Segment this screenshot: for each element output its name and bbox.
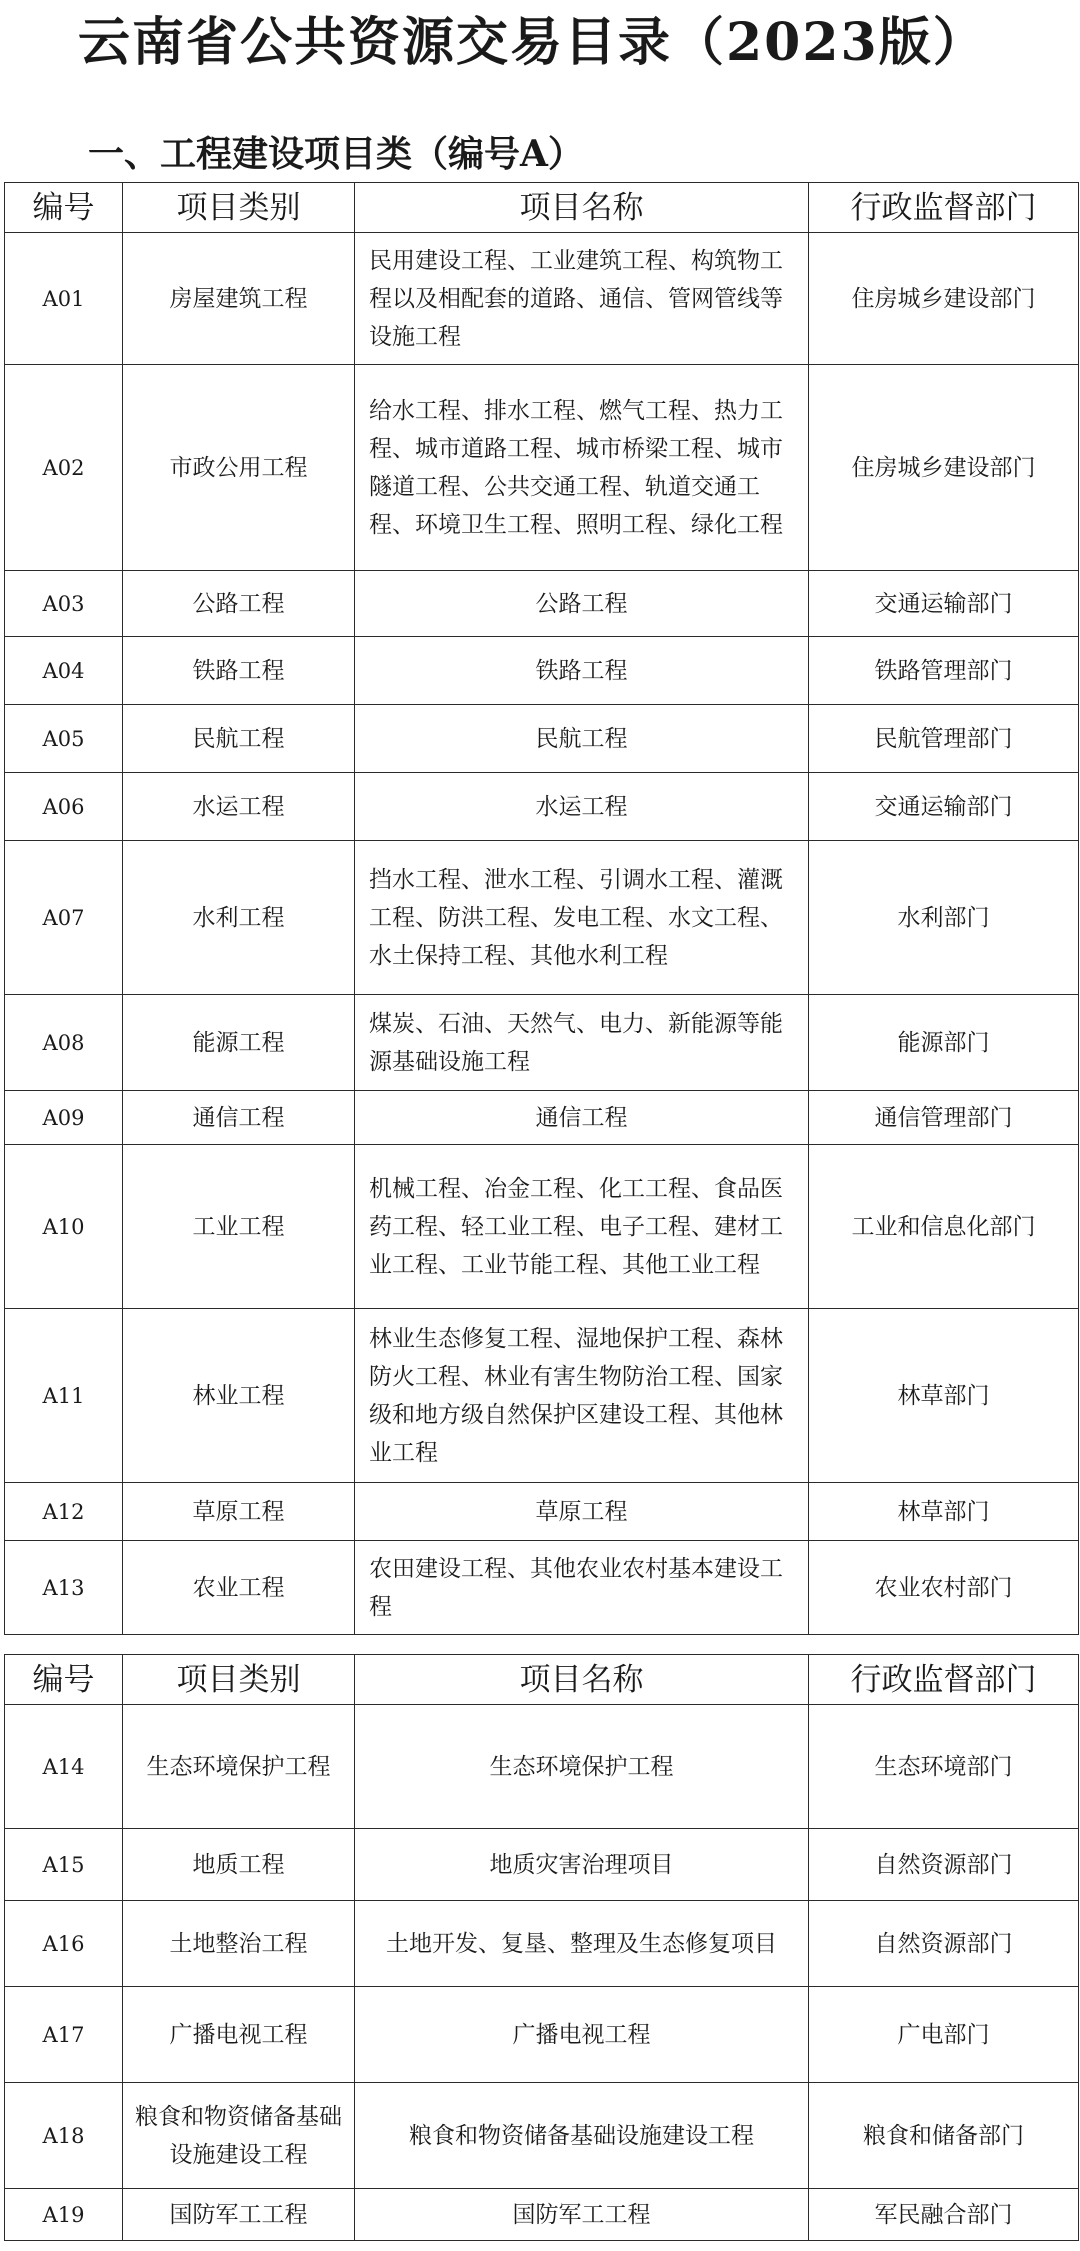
cell-code: A18 bbox=[5, 2083, 123, 2189]
table-row bbox=[5, 773, 1079, 841]
cell-code: A04 bbox=[5, 637, 123, 705]
cell-code: A07 bbox=[5, 841, 123, 995]
table-row bbox=[5, 2189, 1079, 2241]
cell-category: 地质工程 bbox=[123, 1829, 355, 1901]
cell-department: 自然资源部门 bbox=[809, 1829, 1079, 1901]
cell-project-name: 民用建设工程、工业建筑工程、构筑物工程以及相配套的道路、通信、管网管线等设施工程 bbox=[355, 233, 809, 365]
cell-category: 房屋建筑工程 bbox=[123, 233, 355, 365]
cell-code: A03 bbox=[5, 571, 123, 637]
column-header-category: 项目类别 bbox=[123, 183, 355, 233]
cell-category: 公路工程 bbox=[123, 571, 355, 637]
cell-department: 通信管理部门 bbox=[809, 1091, 1079, 1145]
cell-department: 自然资源部门 bbox=[809, 1901, 1079, 1987]
cell-category: 国防军工工程 bbox=[123, 2189, 355, 2241]
table-row bbox=[5, 1705, 1079, 1829]
cell-project-name: 铁路工程 bbox=[355, 637, 809, 705]
cell-department: 粮食和储备部门 bbox=[809, 2083, 1079, 2189]
cell-department: 生态环境部门 bbox=[809, 1705, 1079, 1829]
cell-category: 水利工程 bbox=[123, 841, 355, 995]
cell-project-name: 生态环境保护工程 bbox=[355, 1705, 809, 1829]
table-row bbox=[5, 1987, 1079, 2083]
cell-department: 林草部门 bbox=[809, 1309, 1079, 1483]
column-header-code: 编号 bbox=[5, 183, 123, 233]
cell-category: 农业工程 bbox=[123, 1541, 355, 1635]
column-header-name: 项目名称 bbox=[355, 183, 809, 233]
cell-code: A19 bbox=[5, 2189, 123, 2241]
cell-department: 水利部门 bbox=[809, 841, 1079, 995]
table-row bbox=[5, 1145, 1079, 1309]
section-heading: 一、工程建设项目类（编号A） bbox=[88, 133, 584, 175]
table-row bbox=[5, 233, 1079, 365]
cell-project-name: 公路工程 bbox=[355, 571, 809, 637]
cell-project-name: 水运工程 bbox=[355, 773, 809, 841]
cell-code: A01 bbox=[5, 233, 123, 365]
column-header-code: 编号 bbox=[5, 1655, 123, 1705]
table-row bbox=[5, 637, 1079, 705]
cell-code: A13 bbox=[5, 1541, 123, 1635]
column-header-department: 行政监督部门 bbox=[809, 1655, 1079, 1705]
table-row bbox=[5, 841, 1079, 995]
table-row bbox=[5, 1091, 1079, 1145]
cell-code: A17 bbox=[5, 1987, 123, 2083]
cell-department: 林草部门 bbox=[809, 1483, 1079, 1541]
cell-project-name: 农田建设工程、其他农业农村基本建设工程 bbox=[355, 1541, 809, 1635]
cell-category: 工业工程 bbox=[123, 1145, 355, 1309]
cell-project-name: 民航工程 bbox=[355, 705, 809, 773]
cell-code: A02 bbox=[5, 365, 123, 571]
cell-code: A14 bbox=[5, 1705, 123, 1829]
cell-code: A16 bbox=[5, 1901, 123, 1987]
cell-project-name: 煤炭、石油、天然气、电力、新能源等能源基础设施工程 bbox=[355, 995, 809, 1091]
table-row bbox=[5, 705, 1079, 773]
cell-code: A12 bbox=[5, 1483, 123, 1541]
cell-code: A06 bbox=[5, 773, 123, 841]
cell-project-name: 林业生态修复工程、湿地保护工程、森林防火工程、林业有害生物防治工程、国家级和地方级自然保护区建设工程、其他林业工程 bbox=[355, 1309, 809, 1483]
cell-code: A15 bbox=[5, 1829, 123, 1901]
cell-project-name: 草原工程 bbox=[355, 1483, 809, 1541]
cell-department: 工业和信息化部门 bbox=[809, 1145, 1079, 1309]
cell-code: A08 bbox=[5, 995, 123, 1091]
cell-department: 交通运输部门 bbox=[809, 773, 1079, 841]
table-row bbox=[5, 1901, 1079, 1987]
cell-category: 民航工程 bbox=[123, 705, 355, 773]
table-row bbox=[5, 1829, 1079, 1901]
cell-category: 粮食和物资储备基础设施建设工程 bbox=[123, 2083, 355, 2189]
table-row bbox=[5, 571, 1079, 637]
cell-project-name: 粮食和物资储备基础设施建设工程 bbox=[355, 2083, 809, 2189]
cell-department: 农业农村部门 bbox=[809, 1541, 1079, 1635]
cell-department: 广电部门 bbox=[809, 1987, 1079, 2083]
cell-project-name: 广播电视工程 bbox=[355, 1987, 809, 2083]
table-row bbox=[5, 1309, 1079, 1483]
table-header-row bbox=[5, 183, 1079, 233]
cell-category: 铁路工程 bbox=[123, 637, 355, 705]
cell-department: 民航管理部门 bbox=[809, 705, 1079, 773]
cell-category: 生态环境保护工程 bbox=[123, 1705, 355, 1829]
document-title: 云南省公共资源交易目录（2023版） bbox=[78, 12, 987, 73]
cell-department: 交通运输部门 bbox=[809, 571, 1079, 637]
table-header-row bbox=[5, 1655, 1079, 1705]
cell-code: A09 bbox=[5, 1091, 123, 1145]
cell-department: 能源部门 bbox=[809, 995, 1079, 1091]
cell-code: A10 bbox=[5, 1145, 123, 1309]
cell-code: A05 bbox=[5, 705, 123, 773]
column-header-name: 项目名称 bbox=[355, 1655, 809, 1705]
table-row bbox=[5, 1483, 1079, 1541]
cell-department: 军民融合部门 bbox=[809, 2189, 1079, 2241]
cell-category: 能源工程 bbox=[123, 995, 355, 1091]
cell-project-name: 地质灾害治理项目 bbox=[355, 1829, 809, 1901]
table-row bbox=[5, 1541, 1079, 1635]
cell-category: 草原工程 bbox=[123, 1483, 355, 1541]
cell-category: 林业工程 bbox=[123, 1309, 355, 1483]
cell-project-name: 挡水工程、泄水工程、引调水工程、灌溉工程、防洪工程、发电工程、水文工程、水土保持工程、其他水利工程 bbox=[355, 841, 809, 995]
table-row bbox=[5, 365, 1079, 571]
catalog-table-part-2 bbox=[4, 1654, 1079, 2241]
cell-project-name: 机械工程、冶金工程、化工工程、食品医药工程、轻工业工程、电子工程、建材工业工程、工业节能工程、其他工业工程 bbox=[355, 1145, 809, 1309]
cell-project-name: 给水工程、排水工程、燃气工程、热力工程、城市道路工程、城市桥梁工程、城市隧道工程、公共交通工程、轨道交通工程、环境卫生工程、照明工程、绿化工程 bbox=[355, 365, 809, 571]
cell-category: 市政公用工程 bbox=[123, 365, 355, 571]
cell-category: 通信工程 bbox=[123, 1091, 355, 1145]
column-header-category: 项目类别 bbox=[123, 1655, 355, 1705]
cell-category: 水运工程 bbox=[123, 773, 355, 841]
column-header-department: 行政监督部门 bbox=[809, 183, 1079, 233]
cell-department: 铁路管理部门 bbox=[809, 637, 1079, 705]
cell-code: A11 bbox=[5, 1309, 123, 1483]
cell-project-name: 国防军工工程 bbox=[355, 2189, 809, 2241]
cell-category: 土地整治工程 bbox=[123, 1901, 355, 1987]
catalog-table-part-1 bbox=[4, 182, 1079, 1635]
cell-department: 住房城乡建设部门 bbox=[809, 365, 1079, 571]
table-row bbox=[5, 995, 1079, 1091]
table-row bbox=[5, 2083, 1079, 2189]
cell-department: 住房城乡建设部门 bbox=[809, 233, 1079, 365]
cell-project-name: 通信工程 bbox=[355, 1091, 809, 1145]
cell-project-name: 土地开发、复垦、整理及生态修复项目 bbox=[355, 1901, 809, 1987]
cell-category: 广播电视工程 bbox=[123, 1987, 355, 2083]
